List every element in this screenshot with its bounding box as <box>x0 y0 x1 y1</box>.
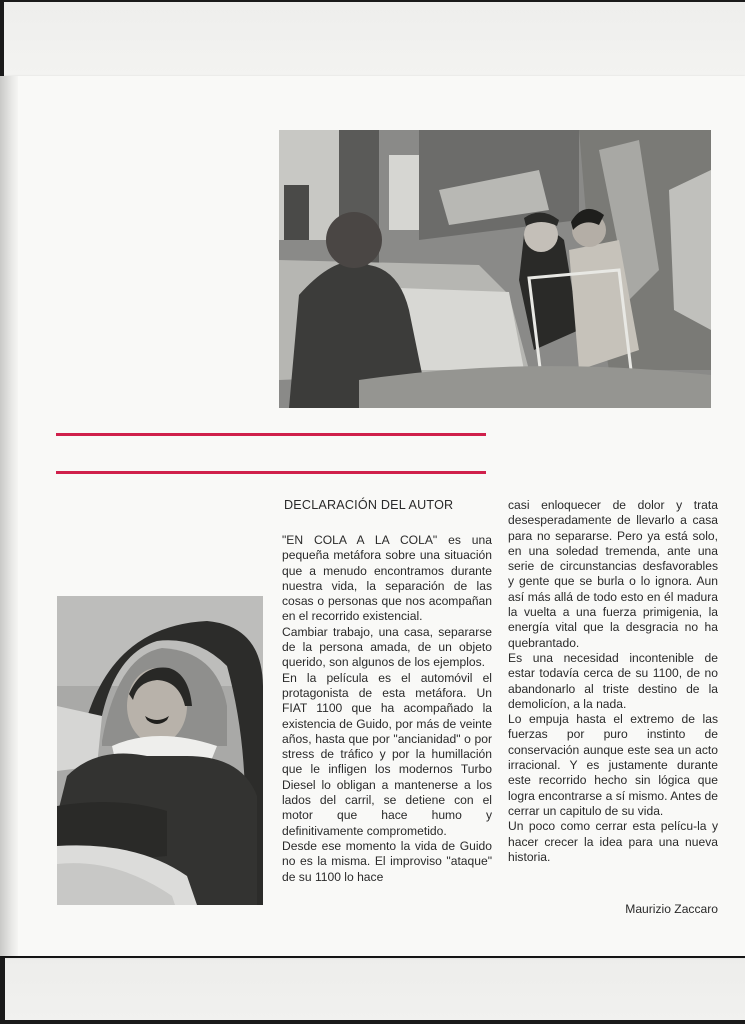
author-signature: Maurizio Zaccaro <box>625 902 718 916</box>
back-sheet-bottom <box>5 958 745 1020</box>
paragraph: casi enloquecer de dolor y trata desesperadamente de llevarlo a casa para no separarse. Pero ya está solo, en una soledad tremenda, ante una serie de circunstancias desfavorables y gente que se burla o lo ignora. Aun así más allá de todo esto en él madura la vuelta a una fuerza primigenia, la energía vital que la desgracia no ha quebrantado. <box>508 498 718 650</box>
page <box>0 76 745 956</box>
photo-scrapyard <box>279 130 711 408</box>
article-heading: DECLARACIÓN DEL AUTOR <box>284 498 454 512</box>
photo-cockpit <box>57 596 263 905</box>
decorative-rule-bottom <box>56 471 486 474</box>
paragraph: Desde ese momento la vida de Guido no es la misma. El improviso "ataque" de su 1100 lo hace <box>282 838 492 884</box>
paragraph: Es una necesidad incontenible de estar todavía cerca de su 1100, de no abandonarlo al triste destino de la demolicíon, a la nada. <box>508 650 718 711</box>
back-sheet-top <box>4 2 745 76</box>
scrapyard-photo-image <box>279 130 711 408</box>
paragraph: Un poco como cerrar esta pelícu-la y hacer crecer la idea para una nueva historia. <box>508 819 718 864</box>
paragraph: "EN COLA A LA COLA" es una pequeña metáfora sobre una situación que a menudo encontramos durante nuestra vida, la separación de las cosas o personas que nos acompañan en el recorrido existencial. <box>282 533 492 624</box>
text-column-2 <box>508 498 718 865</box>
cockpit-photo-image <box>57 596 263 905</box>
paragraph: En la película es el automóvil el protagonista de esta metáfora. Un FIAT 1100 que ha acompañado la existencia de Guido, por más de veinte años, hasta que por "ancianidad" o por stress de tráfico y por la humillación que le infligen los modernos Turbo Diesel lo obligan a mantenerse a los lados del carril, se detiene con el motor que hace humo y definitivamente comprometido. <box>282 670 492 838</box>
paragraph: Lo empuja hasta el extremo de las fuerzas por puro instinto de conservación aunque este sea un acto irracional. Y es justamente durante este recorrido hecho sin lógica que logra encontrarse a sí mismo. Antes de cerrar un capitulo de su vida. <box>508 712 718 818</box>
decorative-rule-top <box>56 433 486 436</box>
text-column-1 <box>282 533 492 885</box>
paragraph: Cambiar trabajo, una casa, separarse de la persona amada, de un objeto querido, son algunos de los ejemplos. <box>282 624 492 670</box>
page-edge-shadow <box>0 76 18 956</box>
